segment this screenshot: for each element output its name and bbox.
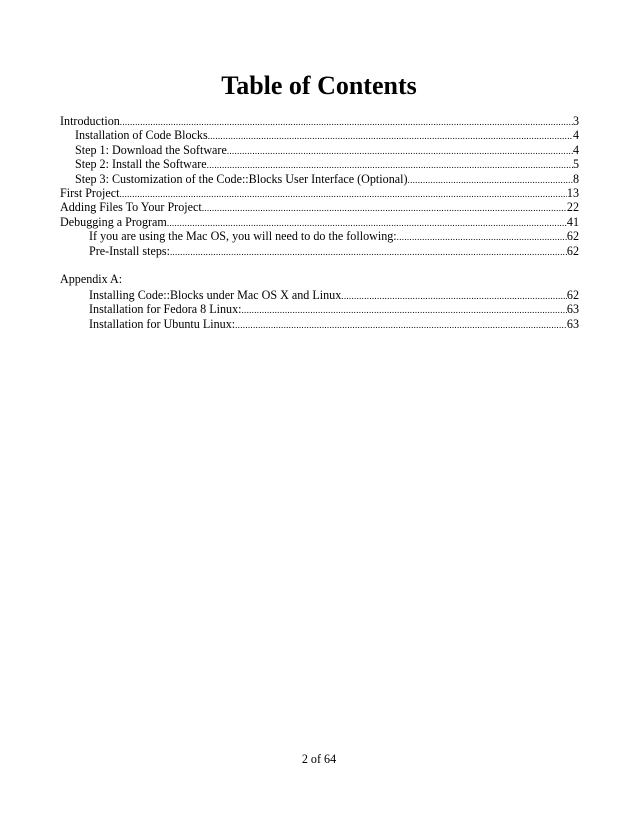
toc-entry-label: Step 2: Install the Software (75, 157, 207, 172)
dot-leader (119, 187, 566, 200)
dot-leader (397, 230, 567, 243)
toc-main-list (60, 114, 579, 258)
toc-entry-page: 62 (566, 287, 579, 302)
toc-entry-label: Installation for Ubuntu Linux: (89, 316, 236, 331)
dot-leader (120, 115, 573, 128)
toc-entry-label: Installing Code::Blocks under Mac OS X and Linux (89, 287, 342, 302)
toc-entry-page: 22 (566, 200, 579, 215)
toc-entry[interactable] (60, 128, 579, 142)
toc-entry-label: Introduction (60, 114, 120, 128)
toc-entry-page: 8 (572, 171, 579, 186)
toc-entry-page: 4 (572, 128, 579, 143)
page-footer: 2 of 64 (301, 752, 337, 766)
toc-entry-page: 62 (566, 243, 579, 258)
toc-entry-page: 5 (572, 157, 579, 172)
toc-entry-label: If you are using the Mac OS, you will need to do the following: (89, 229, 397, 244)
dot-leader (408, 173, 573, 186)
dot-leader (207, 158, 573, 171)
toc-entry[interactable] (60, 302, 579, 316)
appendix-heading: Appendix A: (60, 271, 123, 286)
toc-entry[interactable] (60, 186, 579, 200)
toc-entry-label: Installation for Fedora 8 Linux: (89, 302, 242, 317)
toc-entry[interactable] (60, 244, 579, 258)
toc-spacer (60, 258, 579, 272)
toc-entry[interactable] (60, 215, 579, 229)
dot-leader (235, 318, 567, 331)
toc-entry-page: 4 (572, 142, 579, 157)
dot-leader (341, 289, 567, 302)
dot-leader (208, 129, 573, 142)
toc-entry[interactable] (60, 157, 579, 171)
dot-leader (227, 144, 573, 157)
toc-entry-page: 63 (566, 302, 579, 317)
toc-entry[interactable] (60, 172, 579, 186)
dot-leader (170, 245, 567, 258)
toc-entry[interactable] (60, 288, 579, 302)
dot-leader (202, 201, 567, 214)
toc-appendix-list (60, 288, 579, 331)
toc-entry[interactable] (60, 317, 579, 331)
toc-entry-label: Adding Files To Your Project (60, 200, 202, 215)
toc-entry-page: 41 (566, 214, 579, 229)
toc-entry[interactable] (60, 143, 579, 157)
toc-entry-label: Pre-Install steps: (89, 243, 170, 258)
toc-entry-label: First Project (60, 185, 120, 200)
toc-entry-label: Step 1: Download the Software (75, 142, 227, 157)
toc-entry-page: 63 (566, 316, 579, 331)
toc-entry-label: Installation of Code Blocks (75, 128, 208, 143)
toc-entry-page: 3 (572, 114, 579, 128)
dot-leader (167, 216, 567, 229)
table-of-contents (60, 114, 579, 331)
toc-entry-page: 13 (566, 185, 579, 200)
toc-entry-page: 62 (566, 229, 579, 244)
toc-entry[interactable] (60, 200, 579, 214)
dot-leader (241, 303, 566, 316)
toc-entry[interactable] (60, 114, 579, 128)
toc-entry-label: Step 3: Customization of the Code::Blocks User Interface (Optional) (75, 171, 408, 186)
toc-entry[interactable] (60, 229, 579, 243)
page-title: Table of Contents (221, 71, 417, 100)
toc-entry-label: Debugging a Program (60, 214, 167, 229)
